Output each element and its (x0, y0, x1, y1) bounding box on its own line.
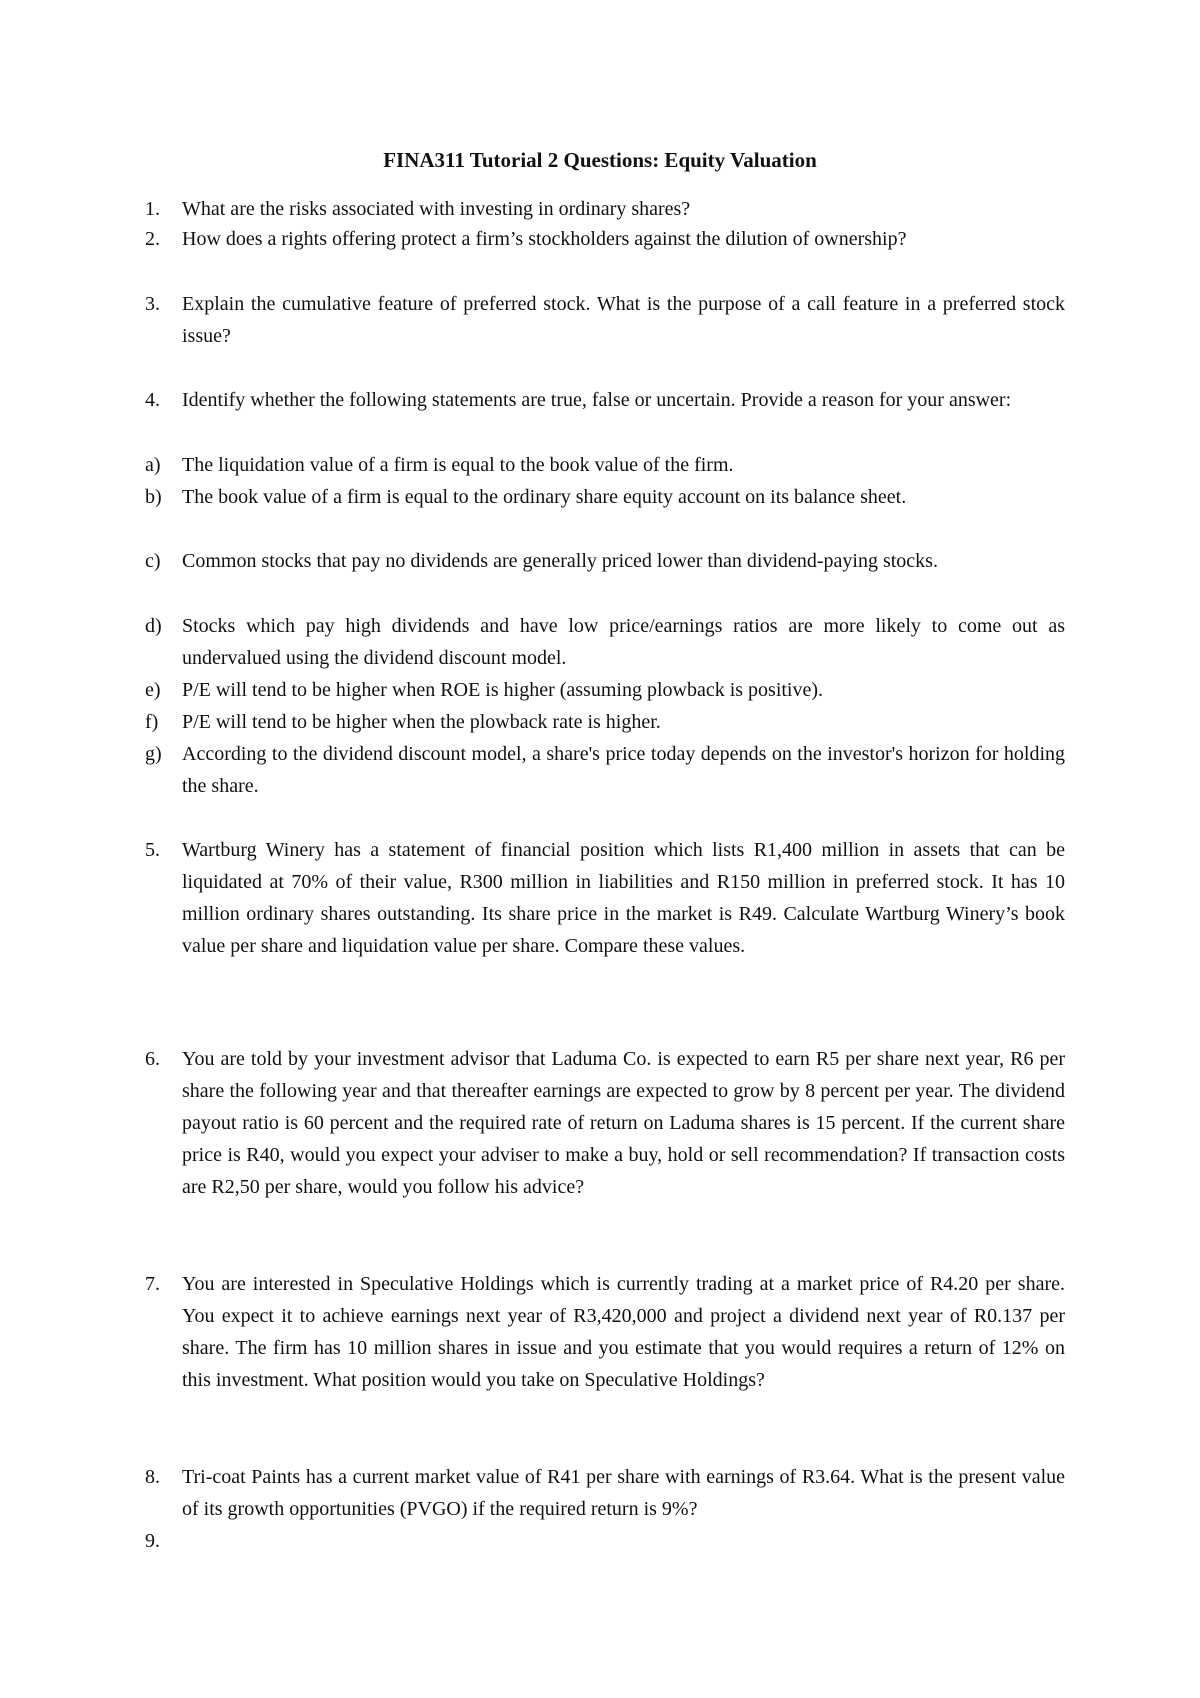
question-number: 7. (145, 1273, 160, 1295)
question-3 (145, 288, 1065, 352)
question-text: How does a rights offering protect a firm’s stockholders against the dilution of ownership? (182, 228, 907, 250)
question-number: 9. (145, 1530, 160, 1552)
page-title: FINA311 Tutorial 2 Questions: Equity Valuation (383, 148, 817, 172)
sub-question-letter: d) (145, 615, 162, 637)
question-number: 8. (145, 1466, 160, 1488)
question-4 (145, 384, 1065, 416)
question-5 (145, 834, 1065, 962)
question-number: 2. (145, 228, 160, 250)
question-text: Tri-coat Paints has a current market value of R41 per share with earnings of R3.64. What is the present value of its growth opportunities (PVGO) if the required return is 9%? (182, 1466, 1065, 1520)
question-6 (145, 1043, 1065, 1203)
sub-question-f (145, 706, 1065, 738)
question-number: 5. (145, 839, 160, 861)
sub-question-g (145, 738, 1065, 802)
sub-question-letter: e) (145, 679, 161, 701)
sub-question-letter: b) (145, 486, 162, 508)
sub-question-e (145, 674, 1065, 706)
question-8 (145, 1461, 1065, 1525)
question-number: 3. (145, 293, 160, 315)
question-number: 4. (145, 389, 160, 411)
question-text: Wartburg Winery has a statement of financial position which lists R1,400 million in assets that can be liquidated at 70% of their value, R300 million in liabilities and R150 million in preferred stock. It has 10 million ordinary shares outstanding. Its share price in the market is R49. Calculate Wartburg Winery’s book value per share and liquidation value per share. Compare these values. (182, 839, 1065, 957)
question-number: 6. (145, 1048, 160, 1070)
sub-question-letter: c) (145, 550, 161, 572)
sub-question-text: The book value of a firm is equal to the ordinary share equity account on its balance sheet. (182, 486, 907, 508)
sub-question-text: P/E will tend to be higher when the plowback rate is higher. (182, 711, 661, 733)
sub-question-text: Stocks which pay high dividends and have low price/earnings ratios are more likely to come out as undervalued using the dividend discount model. (182, 615, 1065, 669)
sub-question-text: P/E will tend to be higher when ROE is higher (assuming plowback is positive). (182, 679, 824, 701)
question-text: You are told by your investment advisor that Laduma Co. is expected to earn R5 per share next year, R6 per share the following year and that thereafter earnings are expected to grow by 8 percent per year. The dividend payout ratio is 60 percent and the required rate of return on Laduma shares is 15 percent. If the current share price is R40, would you expect your adviser to make a buy, hold or sell recommendation? If transaction costs are R2,50 per share, would you follow his advice? (182, 1048, 1065, 1198)
question-2 (145, 223, 1065, 255)
sub-question-letter: g) (145, 743, 162, 765)
sub-question-letter: f) (145, 711, 159, 733)
sub-question-d (145, 610, 1065, 674)
sub-question-text: The liquidation value of a firm is equal to the book value of the firm. (182, 454, 734, 476)
question-text: Identify whether the following statements are true, false or uncertain. Provide a reason for your answer: (182, 389, 1012, 411)
sub-question-text: According to the dividend discount model, a share's price today depends on the investor's horizon for holding the share. (182, 743, 1065, 797)
sub-question-b (145, 481, 1065, 513)
sub-question-a (145, 449, 1065, 481)
sub-question-text: Common stocks that pay no dividends are generally priced lower than dividend-paying stocks. (182, 550, 938, 572)
question-text: You are interested in Speculative Holdings which is currently trading at a market price of R4.20 per share. You expect it to achieve earnings next year of R3,420,000 and project a dividend next year of R0.137 per share. The firm has 10 million shares in issue and you estimate that you would requires a return of 12% on this investment. What position would you take on Speculative Holdings? (182, 1273, 1065, 1391)
sub-question-c (145, 545, 1065, 577)
question-text: Explain the cumulative feature of preferred stock. What is the purpose of a call feature in a preferred stock issue? (182, 293, 1065, 347)
question-number: 1. (145, 198, 160, 220)
question-7 (145, 1268, 1065, 1396)
sub-question-letter: a) (145, 454, 161, 476)
question-text: What are the risks associated with investing in ordinary shares? (182, 198, 691, 220)
question-1 (145, 193, 1065, 225)
